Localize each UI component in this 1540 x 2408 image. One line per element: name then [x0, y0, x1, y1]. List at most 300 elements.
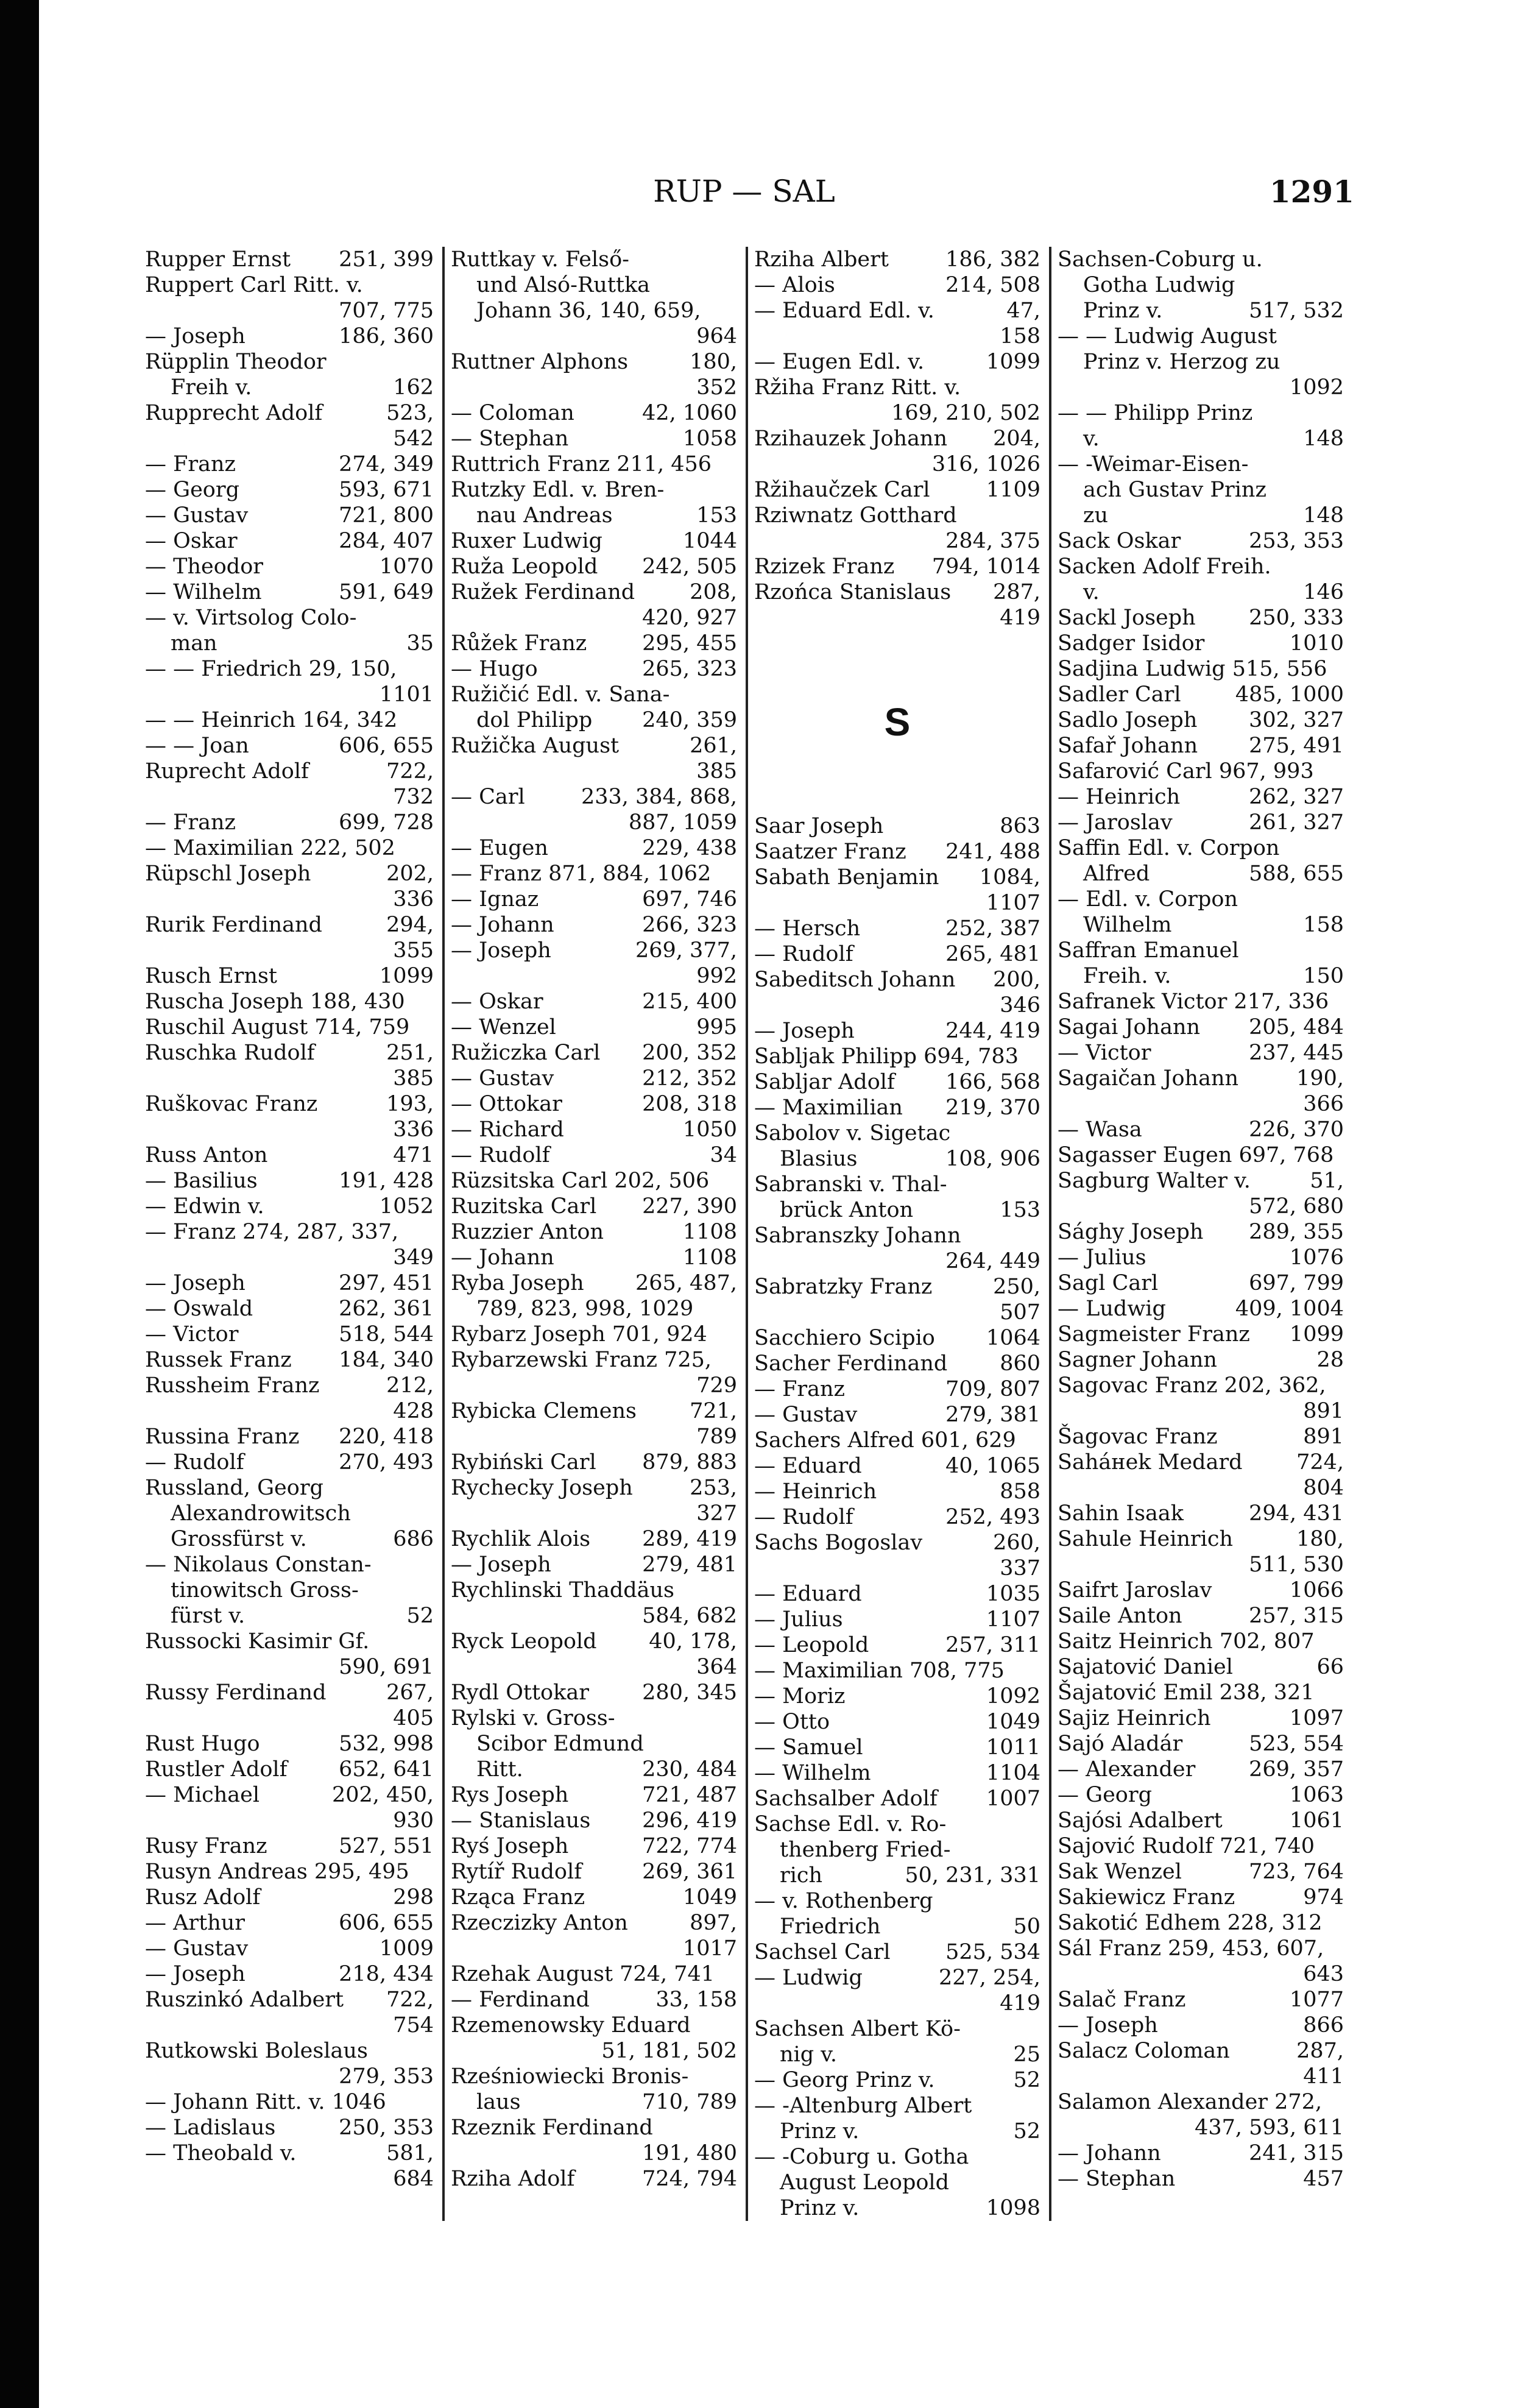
- index-entry: [145, 2089, 434, 2115]
- entry-pages: 419: [1000, 1991, 1040, 2016]
- entry-name: Salacz Coloman: [1058, 2039, 1230, 2063]
- index-entry: [754, 1581, 1040, 1607]
- entry-name: Russy Ferdinand: [145, 1680, 327, 1705]
- index-entry: [754, 1274, 1040, 1300]
- index-entry: [145, 887, 434, 912]
- entry-name: — Joseph: [145, 1962, 245, 1986]
- entry-name: — Franz: [145, 452, 236, 476]
- entry-name: Rzeczizky Anton: [451, 1911, 628, 1935]
- index-entry: [1058, 605, 1344, 631]
- entry-pages: 35: [406, 631, 434, 656]
- index-entry: [145, 1731, 434, 1757]
- entry-name: Freih. v.: [1083, 964, 1171, 988]
- entry-pages: 723, 764: [1249, 1860, 1344, 1884]
- entry-name: — Joseph: [451, 938, 551, 963]
- entry-pages: 150: [1303, 964, 1344, 988]
- entry-name: Sachs Bogoslav: [754, 1531, 923, 1555]
- entry-name: — Ferdinand: [451, 1988, 590, 2012]
- index-entry: [1058, 1398, 1344, 1424]
- index-entry: [145, 1833, 434, 1859]
- index-entry: [145, 605, 434, 631]
- entry-name: Rzizek Franz: [754, 554, 895, 579]
- entry-name: Ružičić Edl. v. Sana-: [451, 682, 670, 707]
- index-entry: [145, 503, 434, 528]
- entry-name: Rzońca Stanislaus: [754, 580, 952, 604]
- entry-name: Ruškovac Franz: [145, 1092, 318, 1116]
- entry-name: — Ignaz: [451, 887, 539, 912]
- entry-pages: 697, 746: [642, 887, 737, 912]
- entry-name: Sajósi Adalbert: [1058, 1808, 1223, 1833]
- entry-name: Sagmeister Franz: [1058, 1322, 1250, 1347]
- entry-pages: 754: [393, 2013, 434, 2038]
- entry-pages: 697, 799: [1249, 1271, 1344, 1295]
- entry-pages: 284, 375: [945, 529, 1040, 553]
- entry-pages: 1092: [986, 1684, 1040, 1709]
- entry-name: Ruttkay v. Felső-: [451, 247, 630, 272]
- entry-pages: 1063: [1289, 1783, 1344, 1807]
- entry-name: — Otto: [754, 1710, 830, 1734]
- entry-pages: 1050: [682, 1117, 737, 1142]
- entry-name: nau Andreas: [476, 503, 613, 528]
- index-entry: [1058, 1578, 1344, 1603]
- index-entry: [754, 1172, 1040, 1197]
- entry-name: zu: [1083, 503, 1108, 528]
- index-entry: [754, 1069, 1040, 1095]
- index-entry: [145, 1424, 434, 1450]
- index-entry: [1058, 1731, 1344, 1757]
- entry-name: Sagburg Walter v.: [1058, 1169, 1251, 1193]
- entry-name: Rziha Albert: [754, 247, 889, 272]
- entry-pages: 275, 491: [1249, 734, 1344, 758]
- index-entry: [451, 1296, 737, 1322]
- entry-name: — Johann: [451, 913, 554, 937]
- index-entry: [754, 967, 1040, 993]
- entry-pages: 1109: [986, 478, 1040, 502]
- index-entry: [754, 916, 1040, 941]
- index-entry: [1058, 1168, 1344, 1194]
- index-entry: [451, 887, 737, 912]
- index-column: [746, 247, 1049, 2221]
- index-entry: [754, 1248, 1040, 1274]
- entry-pages: 1009: [379, 1936, 434, 1961]
- entry-name: — Rudolf: [754, 942, 853, 966]
- entry-pages: 964: [696, 324, 737, 349]
- index-entry: [451, 707, 737, 733]
- index-entry: [1058, 1552, 1344, 1578]
- entry-pages: 1107: [986, 891, 1040, 915]
- entry-pages: 732: [393, 785, 434, 809]
- entry-pages: 204,: [993, 427, 1040, 451]
- index-entry: [754, 1735, 1040, 1760]
- index-entry: [145, 528, 434, 554]
- entry-pages: 158: [1303, 913, 1344, 937]
- entry-pages: 270, 493: [339, 1450, 434, 1475]
- index-entry: [1058, 324, 1344, 349]
- entry-name: Grossfürst v.: [171, 1527, 307, 1551]
- entry-name: — Edwin v.: [145, 1194, 264, 1219]
- entry-name: Rybicka Clemens: [451, 1399, 637, 1423]
- entry-name: — — Friedrich 29, 150,: [145, 657, 397, 681]
- entry-name: Sághy Joseph: [1058, 1220, 1204, 1244]
- entry-pages: 250, 333: [1249, 606, 1344, 630]
- entry-pages: 409, 1004: [1235, 1297, 1344, 1321]
- index-entry: [1058, 1757, 1344, 1782]
- entry-name: Saatzer Franz: [754, 840, 906, 864]
- entry-name: Johann 36, 140, 659,: [476, 299, 701, 323]
- entry-name: Rys Joseph: [451, 1783, 569, 1807]
- entry-pages: 1052: [379, 1194, 434, 1219]
- entry-name: — Eugen: [451, 836, 548, 860]
- index-column: [139, 247, 442, 2221]
- entry-pages: 257, 311: [945, 1633, 1040, 1657]
- entry-pages: 208, 318: [642, 1092, 737, 1116]
- entry-pages: 542: [393, 427, 434, 451]
- section-letter: S: [884, 700, 911, 744]
- entry-pages: 327: [696, 1501, 737, 1526]
- entry-name: Rutkowski Boleslaus: [145, 2039, 368, 2063]
- entry-name: — Wasa: [1058, 1117, 1142, 1142]
- entry-name: Saitz Heinrich 702, 807: [1058, 1629, 1315, 1654]
- index-entry: [145, 579, 434, 605]
- index-entry: [451, 1015, 737, 1040]
- entry-name: — Joseph: [1058, 2013, 1158, 2038]
- index-entry: [145, 733, 434, 759]
- index-entry: [754, 1530, 1040, 1556]
- entry-pages: 153: [696, 503, 737, 528]
- entry-pages: 405: [393, 1706, 434, 1730]
- index-entry: [1058, 963, 1344, 989]
- index-entry: [145, 2038, 434, 2064]
- entry-name: — Joseph: [451, 1553, 551, 1577]
- entry-name: Rybarzewski Franz 725,: [451, 1348, 712, 1372]
- index-entry: [145, 1961, 434, 1987]
- index-entry: [1058, 1194, 1344, 1219]
- entry-name: Sachsen Albert Kö-: [754, 2017, 961, 2041]
- entry-name: — Joseph: [754, 1019, 855, 1043]
- entry-name: Rüpschl Joseph: [145, 862, 311, 886]
- index-entry: [1058, 682, 1344, 707]
- index-entry: [451, 1245, 737, 1270]
- entry-name: — Eduard: [754, 1454, 862, 1478]
- entry-name: — Heinrich: [754, 1479, 877, 1504]
- entry-name: Ruzitska Carl: [451, 1194, 597, 1219]
- index-entry: [1058, 1015, 1344, 1040]
- entry-name: Prinz v.: [1083, 299, 1163, 323]
- index-entry: [451, 2141, 737, 2166]
- index-entry: [451, 759, 737, 784]
- index-entry: [451, 400, 737, 426]
- index-entry: [451, 938, 737, 963]
- entry-pages: 180,: [1296, 1527, 1344, 1551]
- entry-name: Blasius: [780, 1147, 858, 1171]
- entry-name: — Stephan: [451, 427, 569, 451]
- entry-pages: 684: [393, 2167, 434, 2191]
- entry-name: Ruschka Rudolf: [145, 1041, 315, 1065]
- index-entry: [145, 247, 434, 272]
- index-entry: [451, 554, 737, 579]
- entry-pages: 590, 691: [339, 1655, 434, 1679]
- entry-name: — Arthur: [145, 1911, 245, 1935]
- entry-pages: 527, 551: [339, 1834, 434, 1858]
- index-entry: [451, 1885, 737, 1910]
- index-entry: [451, 912, 737, 938]
- entry-pages: 722, 774: [642, 1834, 737, 1858]
- entry-name: Rychecky Joseph: [451, 1476, 633, 1500]
- entry-pages: 385: [696, 759, 737, 784]
- entry-pages: 1076: [1289, 1245, 1344, 1270]
- entry-name: Saile Anton: [1058, 1604, 1182, 1628]
- entry-name: — Hugo: [451, 657, 538, 681]
- index-entry: [145, 324, 434, 349]
- entry-pages: 789: [696, 1425, 737, 1449]
- entry-name: Sagaičan Johann: [1058, 1066, 1239, 1091]
- entry-name: — Victor: [1058, 1041, 1151, 1065]
- entry-name: Sagai Johann: [1058, 1015, 1201, 1039]
- index-entry: [145, 1245, 434, 1270]
- index-entry: [145, 1654, 434, 1680]
- entry-name: — Richard: [451, 1117, 564, 1142]
- entry-name: rich: [780, 1863, 823, 1888]
- index-entry: [451, 682, 737, 707]
- index-entry: [451, 528, 737, 554]
- index-entry: [145, 1040, 434, 1066]
- index-entry: [754, 890, 1040, 916]
- entry-pages: 250, 353: [339, 2116, 434, 2140]
- index-entry: [145, 426, 434, 452]
- entry-pages: 581,: [386, 2141, 434, 2165]
- entry-name: Rziha Adolf: [451, 2167, 575, 2191]
- entry-name: Sachsel Carl: [754, 1940, 891, 1964]
- entry-name: — — Philipp Prinz: [1058, 401, 1253, 425]
- entry-name: — Ludwig: [1058, 1297, 1166, 1321]
- entry-name: — Eduard Edl. v.: [754, 299, 934, 323]
- entry-name: August Leopold: [780, 2170, 950, 2195]
- index-entry: [145, 1015, 434, 1040]
- entry-pages: 50, 231, 331: [905, 1863, 1040, 1888]
- entry-pages: 523, 554: [1249, 1732, 1344, 1756]
- entry-pages: 517, 532: [1249, 299, 1344, 323]
- index-entry: [754, 579, 1040, 605]
- entry-pages: 699, 728: [339, 810, 434, 835]
- entry-pages: 385: [393, 1066, 434, 1091]
- index-entry: [1058, 2038, 1344, 2064]
- index-entry: [451, 2038, 737, 2064]
- entry-name: Ruttner Alphons: [451, 350, 629, 374]
- entry-name: — Coloman: [451, 401, 574, 425]
- index-entry: [145, 1450, 434, 1475]
- entry-name: und Alsó-Ruttka: [476, 273, 651, 297]
- index-entry: [1058, 2064, 1344, 2089]
- index-entry: [145, 1219, 434, 1245]
- entry-pages: 262, 327: [1249, 785, 1344, 809]
- index-entry: [145, 1526, 434, 1552]
- entry-pages: 722,: [386, 759, 434, 784]
- index-entry: [1058, 989, 1344, 1015]
- index-entry: [754, 839, 1040, 865]
- index-entry: [145, 272, 434, 298]
- entry-pages: 1097: [1289, 1706, 1344, 1730]
- entry-name: — Edl. v. Corpon: [1058, 887, 1238, 912]
- entry-pages: 205, 484: [1249, 1015, 1344, 1039]
- entry-pages: 253,: [690, 1476, 737, 1500]
- entry-pages: 891: [1303, 1399, 1344, 1423]
- index-entry: [145, 349, 434, 375]
- entry-name: Sabljar Adolf: [754, 1070, 895, 1094]
- entry-pages: 992: [696, 964, 737, 988]
- index-entry: [451, 298, 737, 324]
- entry-pages: 186, 382: [945, 247, 1040, 272]
- entry-pages: 1098: [986, 2196, 1040, 2220]
- entry-pages: 50: [1013, 1914, 1040, 1939]
- index-entry: [754, 1402, 1040, 1428]
- entry-name: — Wilhelm: [145, 580, 262, 604]
- index-entry: [1058, 1654, 1344, 1680]
- index-entry: [754, 400, 1040, 426]
- entry-pages: 1099: [1289, 1322, 1344, 1347]
- entry-pages: 349: [393, 1245, 434, 1270]
- entry-pages: 1084,: [979, 865, 1040, 890]
- entry-name: — — Heinrich 164, 342: [145, 708, 398, 732]
- entry-name: Rüpplin Theodor: [145, 350, 327, 374]
- entry-pages: 269, 377,: [635, 938, 737, 963]
- index-entry: [754, 1044, 1040, 1069]
- entry-name: — Rudolf: [451, 1143, 550, 1167]
- entry-name: Sabath Benjamin: [754, 865, 939, 890]
- entry-name: — Alois: [754, 273, 835, 297]
- entry-pages: 1101: [379, 682, 434, 707]
- index-entry: [1058, 1961, 1344, 1987]
- index-entry: [754, 1479, 1040, 1504]
- index-entry: [1058, 1526, 1344, 1552]
- index-entry: [1058, 2166, 1344, 2192]
- entry-pages: 280, 345: [642, 1680, 737, 1705]
- entry-name: — Gustav: [754, 1403, 858, 1427]
- entry-name: Rząca Franz: [451, 1885, 585, 1910]
- index-entry: [1058, 1501, 1344, 1526]
- entry-name: — Samuel: [754, 1735, 863, 1760]
- entry-name: — Oskar: [145, 529, 238, 553]
- entry-name: nig v.: [780, 2042, 838, 2067]
- index-entry: [1058, 528, 1344, 554]
- index-entry: [451, 1833, 737, 1859]
- index-entry: [145, 1782, 434, 1808]
- index-entry: [754, 1684, 1040, 1709]
- index-entry: [1058, 759, 1344, 784]
- entry-pages: 511, 530: [1249, 1553, 1344, 1577]
- index-entry: [1058, 835, 1344, 861]
- entry-pages: 230, 484: [642, 1757, 737, 1782]
- index-column: [1049, 247, 1352, 2221]
- entry-pages: 1058: [682, 427, 737, 451]
- entry-pages: 591, 649: [339, 580, 434, 604]
- index-entry: [1058, 247, 1344, 272]
- entry-name: Rüzsitska Carl 202, 506: [451, 1169, 710, 1193]
- entry-name: — — Ludwig August: [1058, 324, 1277, 349]
- entry-pages: 257, 315: [1249, 1604, 1344, 1628]
- index-entry: [754, 426, 1040, 452]
- entry-pages: 51,: [1310, 1169, 1344, 1193]
- entry-name: — Franz 871, 884, 1062: [451, 862, 712, 886]
- index-entry: [451, 324, 737, 349]
- index-entry: [754, 1300, 1040, 1325]
- entry-name: Rylski v. Gross-: [451, 1706, 615, 1730]
- index-entry: [754, 865, 1040, 890]
- entry-pages: 336: [393, 887, 434, 912]
- entry-pages: 52: [1013, 2068, 1040, 2092]
- entry-name: Sadlo Joseph: [1058, 708, 1198, 732]
- index-entry: [1058, 1117, 1344, 1142]
- entry-pages: 974: [1303, 1885, 1344, 1910]
- entry-pages: 643: [1303, 1962, 1344, 1986]
- entry-name: — Maximilian 222, 502: [145, 836, 395, 860]
- entry-pages: 261, 327: [1249, 810, 1344, 835]
- entry-pages: 858: [1000, 1479, 1040, 1504]
- index-entry: [145, 2013, 434, 2038]
- index-entry: [1058, 1782, 1344, 1808]
- index-entry: [451, 1859, 737, 1885]
- entry-name: Freih v.: [171, 375, 252, 400]
- entry-name: Sagovac Franz 202, 362,: [1058, 1373, 1326, 1398]
- entry-name: — Jaroslav: [1058, 810, 1173, 835]
- index-entry: [145, 759, 434, 784]
- index-entry: [754, 2119, 1040, 2144]
- entry-name: — Eugen Edl. v.: [754, 350, 925, 374]
- index-entry: [1058, 861, 1344, 887]
- entry-name: brück Anton: [780, 1198, 914, 1222]
- entry-name: — Franz: [754, 1377, 845, 1401]
- index-entry: [754, 1607, 1040, 1632]
- index-entry: [1058, 1603, 1344, 1629]
- index-entry: [1058, 733, 1344, 759]
- index-entry: [145, 1859, 434, 1885]
- entry-name: — Joseph: [145, 1271, 245, 1295]
- index-entry: [1058, 1245, 1344, 1270]
- entry-pages: 252, 387: [945, 916, 1040, 941]
- entry-pages: 200, 352: [642, 1041, 737, 1065]
- index-entry: [451, 1398, 737, 1424]
- index-entry: [145, 2064, 434, 2089]
- entry-pages: 1049: [986, 1710, 1040, 1734]
- entry-pages: 302, 327: [1249, 708, 1344, 732]
- entry-pages: 1011: [986, 1735, 1040, 1760]
- entry-pages: 218, 434: [339, 1962, 434, 1986]
- entry-pages: 33, 158: [655, 1988, 737, 2012]
- entry-name: — Stanislaus: [451, 1808, 591, 1833]
- index-entry: [1058, 1910, 1344, 1936]
- entry-pages: 51, 181, 502: [601, 2039, 737, 2063]
- entry-name: Rzeznik Ferdinand: [451, 2116, 653, 2140]
- entry-name: Russina Franz: [145, 1425, 300, 1449]
- entry-pages: 722,: [386, 1988, 434, 2012]
- index-entry: [754, 1428, 1040, 1453]
- entry-name: Rzemenowsky Eduard: [451, 2013, 691, 2038]
- index-entry: [1058, 1885, 1344, 1910]
- entry-pages: 457: [1303, 2167, 1344, 2191]
- entry-pages: 686: [393, 1527, 434, 1551]
- index-entry: [451, 1731, 737, 1757]
- entry-name: — Carl: [451, 785, 525, 809]
- page-header: [134, 174, 1354, 216]
- index-entry: [451, 1270, 737, 1296]
- entry-pages: 279, 381: [945, 1403, 1040, 1427]
- entry-pages: 471: [393, 1143, 434, 1167]
- index-entry: [754, 349, 1040, 375]
- index-entry: [754, 1223, 1040, 1248]
- index-entry: [145, 1987, 434, 2013]
- index-entry: [1058, 426, 1344, 452]
- index-entry: [1058, 1833, 1344, 1859]
- entry-pages: 244, 419: [945, 1019, 1040, 1043]
